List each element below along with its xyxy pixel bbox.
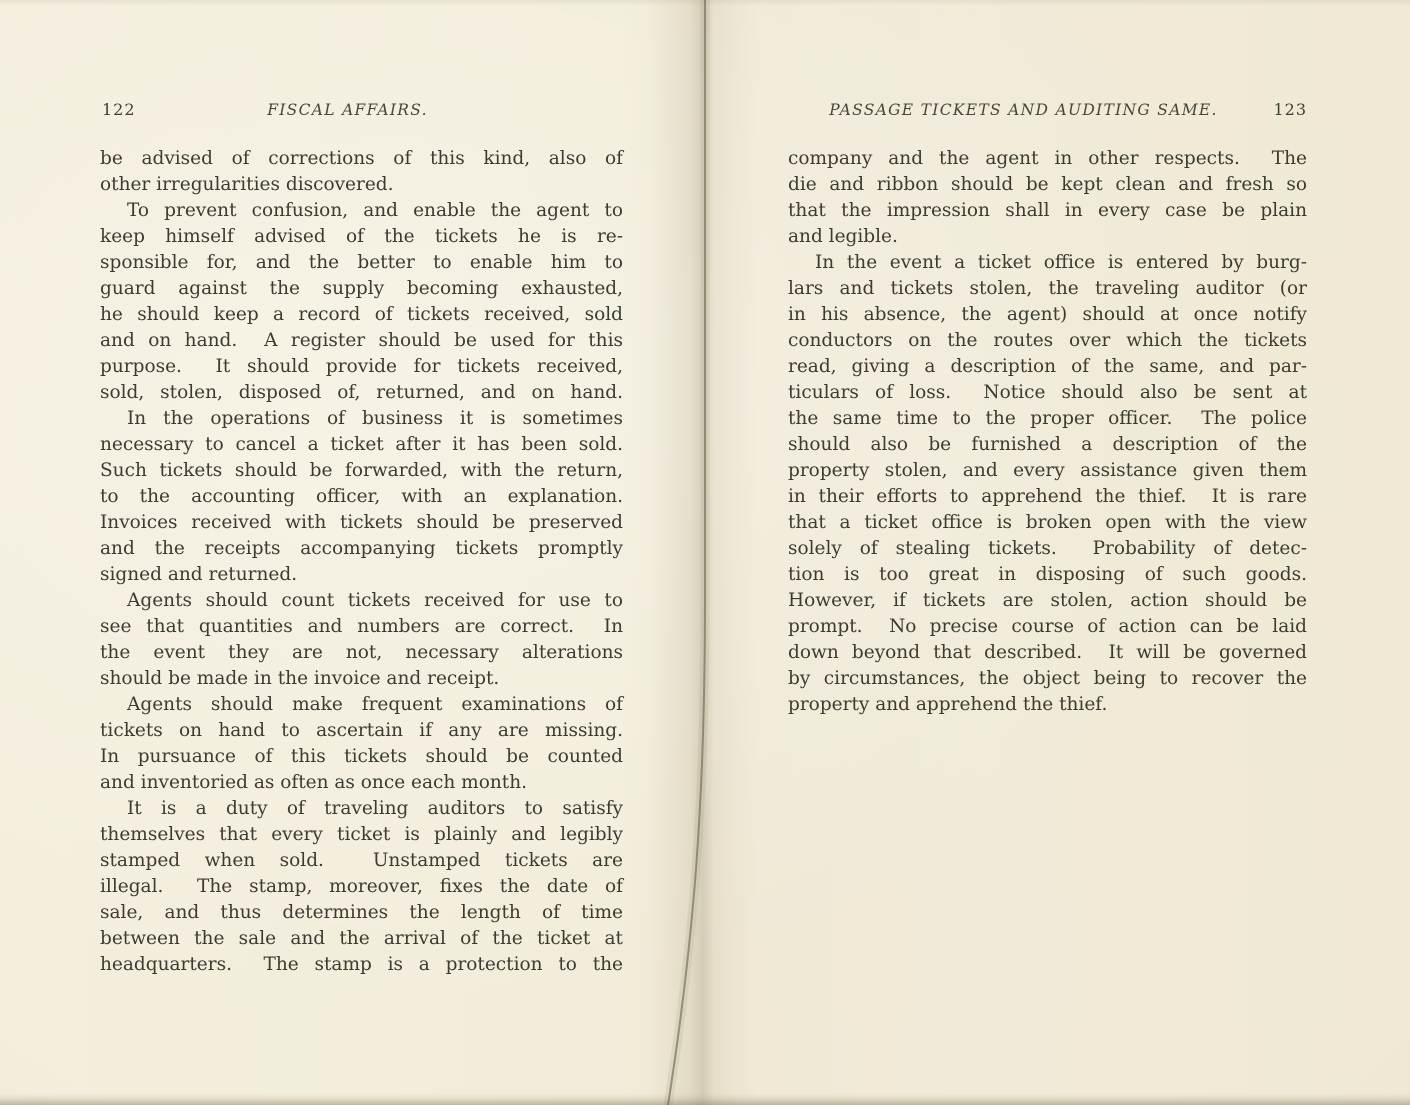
text-line: he should keep a record of tickets received, sold — [100, 304, 623, 325]
book-gutter-shadow — [648, 0, 758, 1105]
text-line: conductors on the routes over which the tickets — [788, 330, 1307, 351]
text-line: Agents should make frequent examinations of — [127, 694, 623, 715]
text-line: To prevent confusion, and enable the agent to — [127, 200, 623, 221]
page-top-edge-shadow — [0, 0, 1410, 6]
text-line: themselves that every ticket is plainly and legibly — [100, 824, 623, 845]
left-page-text — [100, 146, 623, 978]
text-line: the event they are not, necessary alterations — [100, 642, 623, 663]
text-line: property stolen, and every assistance given them — [788, 460, 1307, 481]
right-page-number: 123 — [1273, 100, 1307, 119]
text-line: signed and returned. — [100, 564, 298, 585]
left-page — [100, 100, 623, 975]
text-line: tion is too great in disposing of such goods. — [788, 564, 1307, 585]
text-line: illegal. The stamp, moreover, fixes the date of — [100, 876, 623, 897]
text-line: in their efforts to apprehend the thief. It is rare — [788, 486, 1307, 507]
text-line: property and apprehend the thief. — [788, 694, 1108, 715]
text-line: down beyond that described. It will be governed — [788, 642, 1307, 663]
text-line: guard against the supply becoming exhausted, — [100, 278, 623, 299]
text-line: other irregularities discovered. — [100, 174, 394, 195]
text-line: the same time to the proper officer. The police — [788, 408, 1307, 429]
text-line: ticulars of loss. Notice should also be sent at — [788, 382, 1307, 403]
text-line: However, if tickets are stolen, action should be — [788, 590, 1307, 611]
text-line: solely of stealing tickets. Probability of detec- — [788, 538, 1307, 559]
left-running-head: FISCAL AFFAIRS. — [267, 101, 428, 119]
text-line: headquarters. The stamp is a protection to the — [100, 954, 623, 975]
text-line: and inventoried as often as once each month. — [100, 772, 527, 793]
text-line: to the accounting officer, with an explanation. — [100, 486, 623, 507]
text-line: Such tickets should be forwarded, with the return, — [100, 460, 623, 481]
text-line: by circumstances, the object being to recover the — [788, 668, 1307, 689]
text-line: company and the agent in other respects. The — [788, 148, 1307, 169]
text-line: should be made in the invoice and receipt. — [100, 668, 500, 689]
text-line: should also be furnished a description of the — [788, 434, 1307, 455]
right-page-header — [788, 100, 1307, 120]
page-bottom-edge-shadow — [0, 1093, 1410, 1105]
left-page-header — [100, 100, 623, 120]
text-line: that the impression shall in every case be plain — [788, 200, 1307, 221]
text-line: Agents should count tickets received for use to — [127, 590, 623, 611]
text-line: prompt. No precise course of action can be laid — [788, 616, 1307, 637]
text-line: In the event a ticket office is entered by burg- — [815, 252, 1307, 273]
text-line: between the sale and the arrival of the ticket at — [100, 928, 623, 949]
text-line: necessary to cancel a ticket after it has been sold. — [100, 434, 623, 455]
text-line: and legible. — [788, 226, 898, 247]
text-line: purpose. It should provide for tickets received, — [100, 356, 623, 377]
text-line: and on hand. A register should be used for this — [100, 330, 623, 351]
text-line: be advised of corrections of this kind, also of — [100, 148, 623, 169]
text-line: that a ticket office is broken open with the view — [788, 512, 1307, 533]
right-page-text — [788, 146, 1307, 718]
left-page-number: 122 — [102, 100, 136, 119]
text-line: sponsible for, and the better to enable him to — [100, 252, 623, 273]
text-line: sale, and thus determines the length of time — [100, 902, 623, 923]
text-line: In the operations of business it is sometimes — [127, 408, 623, 429]
text-line: in his absence, the agent) should at once notify — [788, 304, 1307, 325]
text-line: die and ribbon should be kept clean and fresh so — [788, 174, 1307, 195]
text-line: see that quantities and numbers are correct. In — [100, 616, 623, 637]
text-line: In pursuance of this tickets should be counted — [100, 746, 623, 767]
right-running-head: PASSAGE TICKETS AND AUDITING SAME. — [829, 101, 1218, 119]
text-line: lars and tickets stolen, the traveling auditor (or — [788, 278, 1307, 299]
text-line: Invoices received with tickets should be preserved — [100, 512, 623, 533]
text-line: sold, stolen, disposed of, returned, and on hand. — [100, 382, 623, 403]
right-page — [788, 100, 1307, 715]
text-line: It is a duty of traveling auditors to satisfy — [127, 798, 623, 819]
text-line: keep himself advised of the tickets he is re- — [100, 226, 623, 247]
text-line: stamped when sold. Unstamped tickets are — [100, 850, 623, 871]
text-line: read, giving a description of the same, and par- — [788, 356, 1307, 377]
text-line: tickets on hand to ascertain if any are missing. — [100, 720, 623, 741]
text-line: and the receipts accompanying tickets promptly — [100, 538, 623, 559]
